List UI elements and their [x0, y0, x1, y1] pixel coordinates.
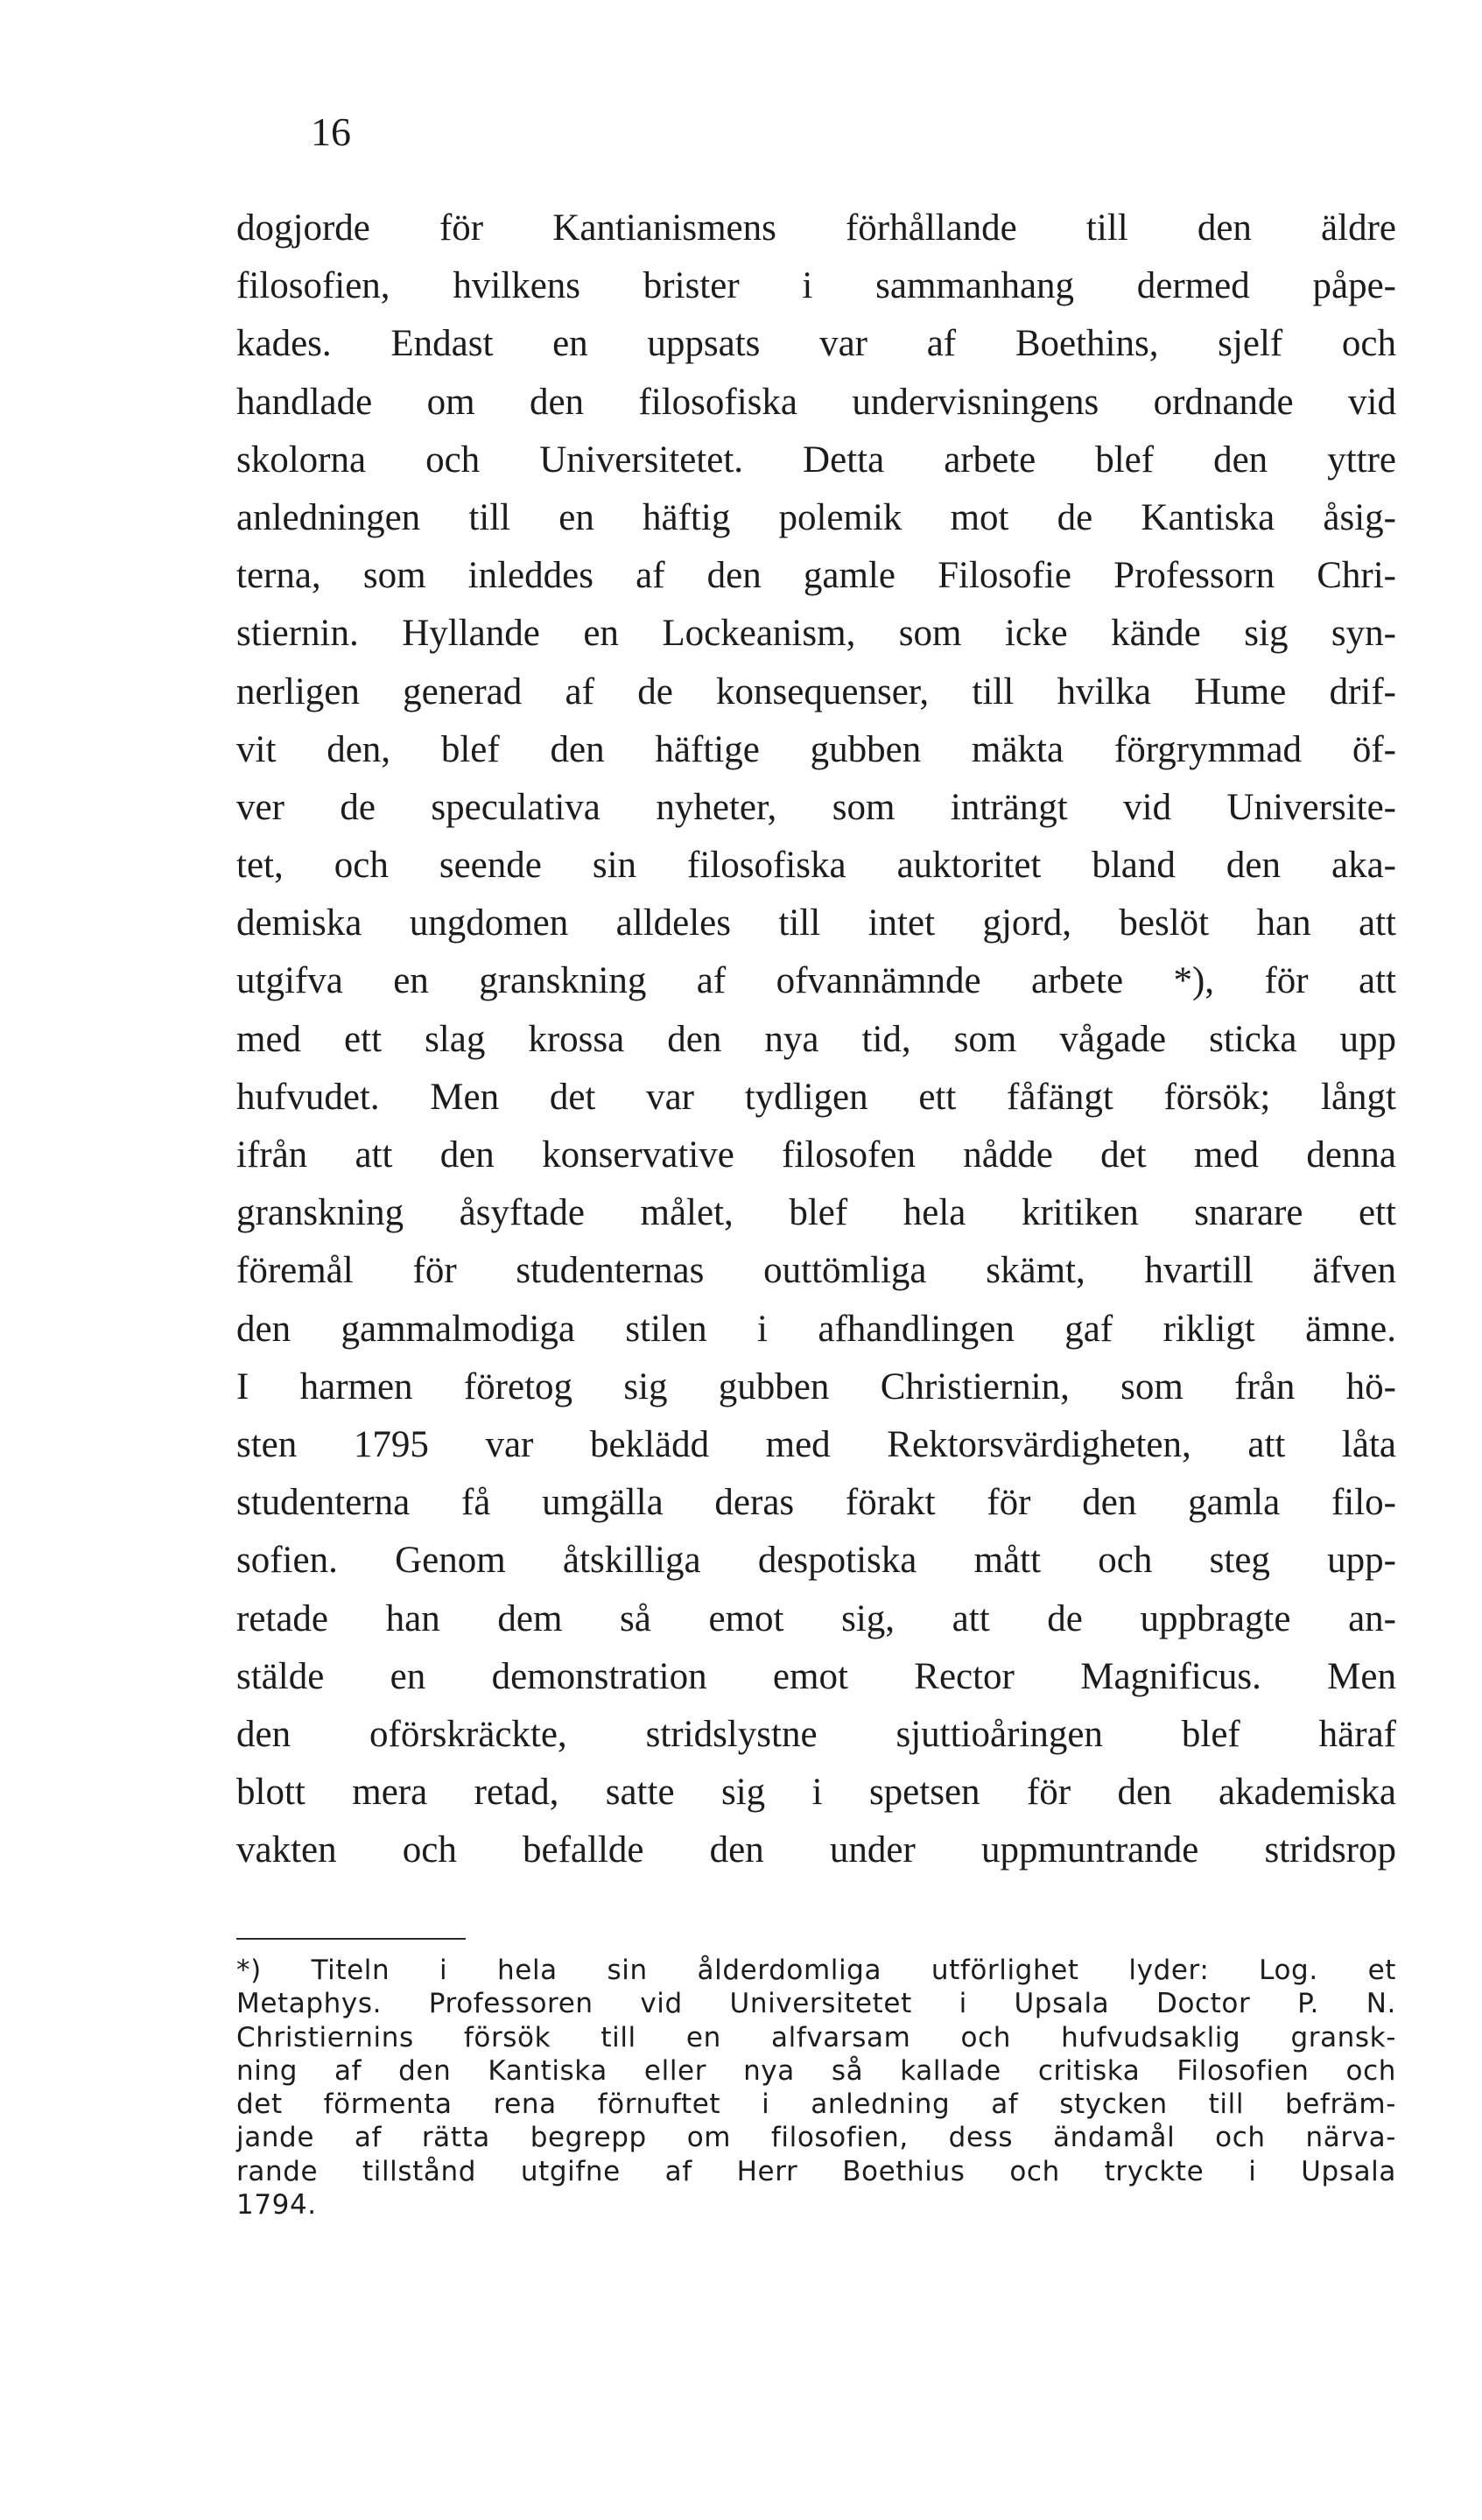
text-line: handlade om den filosofiska undervisningens ordnande vid — [236, 381, 1396, 423]
text-line: den oförskräckte, stridslystne sjuttioåringen blef häraf — [236, 1713, 1396, 1755]
text-line: vit den, blef den häftige gubben mäkta förgrymmad öf- — [236, 728, 1396, 770]
footnote-line: Metaphys. Professoren vid Universitetet i Upsala Doctor P. N. — [236, 1988, 1396, 2020]
text-line: tet, och seende sin filosofiska auktoritet bland den aka- — [236, 845, 1396, 887]
text-line: demiska ungdomen alldeles till intet gjord, beslöt han att — [236, 902, 1396, 944]
body-text — [236, 200, 1396, 1879]
text-line: hufvudet. Men det var tydligen ett fåfängt försök; långt — [236, 1076, 1396, 1118]
footnote — [236, 1954, 1396, 2222]
text-line: skolorna och Universitetet. Detta arbete blef den yttre — [236, 439, 1396, 481]
text-line: retade han dem så emot sig, att de uppbragte an- — [236, 1597, 1396, 1639]
text-line: kades. Endast en uppsats var af Boethins, sjelf och — [236, 323, 1396, 365]
text-line: blott mera retad, satte sig i spetsen för den akademiska — [236, 1772, 1396, 1814]
text-line: sten 1795 var beklädd med Rektorsvärdigheten, att låta — [236, 1423, 1396, 1465]
footnote-line: rande tillstånd utgifne af Herr Boethius och tryckte i Upsala — [236, 2155, 1396, 2187]
footnote-separator — [236, 1938, 466, 1940]
text-line: stiernin. Hyllande en Lockeanism, som icke kände sig syn- — [236, 613, 1396, 655]
text-line: I harmen företog sig gubben Christiernin, som från hö- — [236, 1365, 1396, 1407]
text-line: vakten och befallde den under uppmuntrande stridsrop — [236, 1829, 1396, 1871]
text-line: med ett slag krossa den nya tid, som vågade sticka upp — [236, 1018, 1396, 1060]
footnote-line: *) Titeln i hela sin ålderdomliga utförlighet lyder: Log. et — [236, 1955, 1396, 1986]
text-line: utgifva en granskning af ofvannämnde arbete *), för att — [236, 960, 1396, 1002]
text-line: föremål för studenternas outtömliga skämt, hvartill äfven — [236, 1250, 1396, 1292]
footnote-line: ning af den Kantiska eller nya så kallade critiska Filosofien och — [236, 2054, 1396, 2087]
page-number: 16 — [311, 109, 351, 154]
text-line: den gammalmodiga stilen i afhandlingen gaf rikligt ämne. — [236, 1308, 1396, 1350]
text-line: dogjorde för Kantianismens förhållande till den äldre — [236, 207, 1396, 249]
text-line: stälde en demonstration emot Rector Magnificus. Men — [236, 1655, 1396, 1697]
footnote-line: jande af rätta begrepp om filosofien, dess ändamål och närva- — [236, 2122, 1396, 2154]
text-line: anledningen till en häftig polemik mot de Kantiska åsig- — [236, 496, 1396, 538]
footnote-line: det förmenta rena förnuftet i anledning af stycken till befräm- — [236, 2088, 1396, 2121]
text-line: nerligen generad af de konsequenser, till hvilka Hume drif- — [236, 670, 1396, 712]
footnote-line: 1794. — [236, 2189, 317, 2222]
footnote-line: Christiernins försök till en alfvarsam och hufvudsaklig gransk- — [236, 2021, 1396, 2053]
text-line: ver de speculativa nyheter, som inträngt vid Universite- — [236, 786, 1396, 828]
text-line: granskning åsyftade målet, blef hela kritiken snarare ett — [236, 1192, 1396, 1234]
text-line: filosofien, hvilkens brister i sammanhang dermed påpe- — [236, 265, 1396, 307]
text-line: studenterna få umgälla deras förakt för den gamla filo- — [236, 1482, 1396, 1524]
text-line: ifrån att den konservative filosofen nådde det med denna — [236, 1134, 1396, 1176]
text-line: terna, som inleddes af den gamle Filosofie Professorn Chri- — [236, 555, 1396, 597]
text-line: sofien. Genom åtskilliga despotiska mått och steg upp- — [236, 1540, 1396, 1582]
